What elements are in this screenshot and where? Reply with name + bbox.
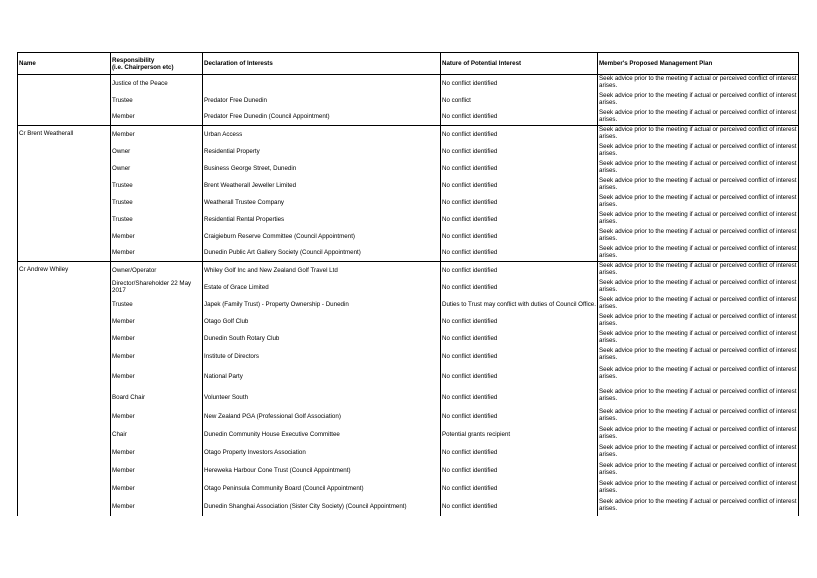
responsibility-cell: Member	[111, 109, 203, 126]
table-row	[18, 408, 799, 426]
nature-cell: No conflict identified	[441, 347, 598, 366]
member-name-cell	[18, 75, 111, 92]
responsibility-cell: Member	[111, 480, 203, 498]
declaration-cell: Institute of Directors	[203, 347, 441, 366]
table-row	[18, 160, 799, 177]
member-name-cell	[18, 245, 111, 262]
responsibility-cell: Member	[111, 228, 203, 245]
management-plan-cell: Seek advice prior to the meeting if actual or perceived conflict of interest arises.	[598, 245, 799, 262]
declaration-cell: Volunteer South	[203, 388, 441, 408]
table-row	[18, 262, 799, 279]
nature-cell: No conflict identified	[441, 313, 598, 330]
responsibility-cell: Trustee	[111, 296, 203, 313]
header-responsibility: Responsibility (i.e. Chairperson etc)	[111, 53, 203, 75]
responsibility-cell: Justice of the Peace	[111, 75, 203, 92]
responsibility-cell: Member	[111, 462, 203, 480]
management-plan-cell: Seek advice prior to the meeting if actual or perceived conflict of interest arises.	[598, 313, 799, 330]
management-plan-cell: Seek advice prior to the meeting if actual or perceived conflict of interest arises.	[598, 347, 799, 366]
declaration-cell: Japek (Family Trust) - Property Ownership - Dunedin	[203, 296, 441, 313]
declaration-cell	[203, 75, 441, 92]
member-name-cell	[18, 366, 111, 388]
member-name-cell	[18, 388, 111, 408]
management-plan-cell: Seek advice prior to the meeting if actual or perceived conflict of interest arises.	[598, 228, 799, 245]
member-name-cell	[18, 143, 111, 160]
member-name-cell: Cr Brent Weatherall	[18, 126, 111, 143]
member-name-cell	[18, 347, 111, 366]
management-plan-cell: Seek advice prior to the meeting if actual or perceived conflict of interest arises.	[598, 408, 799, 426]
nature-cell: No conflict identified	[441, 279, 598, 296]
declaration-cell: Residential Property	[203, 143, 441, 160]
member-name-cell	[18, 480, 111, 498]
responsibility-cell: Owner	[111, 160, 203, 177]
nature-cell: No conflict identified	[441, 262, 598, 279]
responsibility-cell: Member	[111, 498, 203, 516]
member-name-cell	[18, 228, 111, 245]
management-plan-cell: Seek advice prior to the meeting if actual or perceived conflict of interest arises.	[598, 296, 799, 313]
nature-cell: Duties to Trust may conflict with duties of Council Office.	[441, 296, 598, 313]
responsibility-cell: Member	[111, 245, 203, 262]
declaration-cell: Dunedin Public Art Gallery Society (Council Appointment)	[203, 245, 441, 262]
header-row	[18, 53, 799, 75]
declaration-cell: Urban Access	[203, 126, 441, 143]
management-plan-cell: Seek advice prior to the meeting if actual or perceived conflict of interest arises.	[598, 330, 799, 347]
member-name-cell	[18, 296, 111, 313]
table-row	[18, 177, 799, 194]
management-plan-cell: Seek advice prior to the meeting if actual or perceived conflict of interest arises.	[598, 177, 799, 194]
header-declaration: Declaration of Interests	[203, 53, 441, 75]
management-plan-cell: Seek advice prior to the meeting if actual or perceived conflict of interest arises.	[598, 262, 799, 279]
nature-cell: No conflict identified	[441, 366, 598, 388]
table-row	[18, 92, 799, 109]
nature-cell: No conflict identified	[441, 177, 598, 194]
table-row	[18, 211, 799, 228]
table-row	[18, 245, 799, 262]
responsibility-cell: Trustee	[111, 194, 203, 211]
management-plan-cell: Seek advice prior to the meeting if actual or perceived conflict of interest arises.	[598, 366, 799, 388]
declaration-cell: Otago Property Investors Association	[203, 444, 441, 462]
nature-cell: No conflict identified	[441, 228, 598, 245]
member-name-cell	[18, 498, 111, 516]
responsibility-cell: Member	[111, 330, 203, 347]
management-plan-cell: Seek advice prior to the meeting if actual or perceived conflict of interest arises.	[598, 444, 799, 462]
table-row	[18, 426, 799, 444]
responsibility-cell: Director/Shareholder 22 May 2017	[111, 279, 203, 296]
table-row	[18, 462, 799, 480]
nature-cell: No conflict identified	[441, 498, 598, 516]
responsibility-cell: Member	[111, 347, 203, 366]
nature-cell: No conflict identified	[441, 408, 598, 426]
management-plan-cell: Seek advice prior to the meeting if actual or perceived conflict of interest arises.	[598, 426, 799, 444]
header-management-plan: Member's Proposed Management Plan	[598, 53, 799, 75]
table-row	[18, 480, 799, 498]
member-name-cell	[18, 313, 111, 330]
table-row	[18, 498, 799, 516]
management-plan-cell: Seek advice prior to the meeting if actual or perceived conflict of interest arises.	[598, 498, 799, 516]
management-plan-cell: Seek advice prior to the meeting if actual or perceived conflict of interest arises.	[598, 126, 799, 143]
member-name-cell	[18, 279, 111, 296]
member-name-cell	[18, 177, 111, 194]
table-row	[18, 330, 799, 347]
nature-cell: No conflict identified	[441, 480, 598, 498]
member-name-cell	[18, 160, 111, 177]
header-name: Name	[18, 53, 111, 75]
table-row	[18, 313, 799, 330]
table-row	[18, 366, 799, 388]
table-row	[18, 279, 799, 296]
interests-register-table	[17, 52, 799, 516]
responsibility-cell: Trustee	[111, 92, 203, 109]
declaration-cell: Hereweka Harbour Cone Trust (Council Appointment)	[203, 462, 441, 480]
responsibility-cell: Owner/Operator	[111, 262, 203, 279]
responsibility-cell: Member	[111, 444, 203, 462]
table-row	[18, 388, 799, 408]
table-row	[18, 347, 799, 366]
declaration-cell: Predator Free Dunedin (Council Appointment)	[203, 109, 441, 126]
table-row	[18, 126, 799, 143]
nature-cell: No conflict identified	[441, 75, 598, 92]
declaration-cell: Brent Weatherall Jeweller Limited	[203, 177, 441, 194]
declaration-cell: New Zealand PGA (Professional Golf Association)	[203, 408, 441, 426]
declaration-cell: National Party	[203, 366, 441, 388]
responsibility-cell: Trustee	[111, 211, 203, 228]
declaration-cell: Otago Peninsula Community Board (Council Appointment)	[203, 480, 441, 498]
responsibility-cell: Member	[111, 313, 203, 330]
nature-cell: No conflict	[441, 92, 598, 109]
declaration-cell: Otago Golf Club	[203, 313, 441, 330]
table-row	[18, 75, 799, 92]
declaration-cell: Weatherall Trustee Company	[203, 194, 441, 211]
member-name-cell	[18, 462, 111, 480]
management-plan-cell: Seek advice prior to the meeting if actual or perceived conflict of interest arises.	[598, 92, 799, 109]
header-nature: Nature of Potential Interest	[441, 53, 598, 75]
member-name-cell	[18, 426, 111, 444]
table-row	[18, 228, 799, 245]
nature-cell: No conflict identified	[441, 444, 598, 462]
management-plan-cell: Seek advice prior to the meeting if actual or perceived conflict of interest arises.	[598, 211, 799, 228]
table-row	[18, 143, 799, 160]
declaration-cell: Business George Street, Dunedin	[203, 160, 441, 177]
nature-cell: No conflict identified	[441, 330, 598, 347]
management-plan-cell: Seek advice prior to the meeting if actual or perceived conflict of interest arises.	[598, 388, 799, 408]
member-name-cell: Cr Andrew Whiley	[18, 262, 111, 279]
nature-cell: No conflict identified	[441, 388, 598, 408]
nature-cell: No conflict identified	[441, 109, 598, 126]
declaration-cell: Whiley Golf Inc and New Zealand Golf Travel Ltd	[203, 262, 441, 279]
table-row	[18, 194, 799, 211]
declaration-cell: Dunedin Shanghai Association (Sister City Society) (Council Appointment)	[203, 498, 441, 516]
management-plan-cell: Seek advice prior to the meeting if actual or perceived conflict of interest arises.	[598, 279, 799, 296]
management-plan-cell: Seek advice prior to the meeting if actual or perceived conflict of interest arises.	[598, 480, 799, 498]
declaration-cell: Dunedin South Rotary Club	[203, 330, 441, 347]
nature-cell: Potential grants recipient	[441, 426, 598, 444]
member-name-cell	[18, 444, 111, 462]
nature-cell: No conflict identified	[441, 126, 598, 143]
management-plan-cell: Seek advice prior to the meeting if actual or perceived conflict of interest arises.	[598, 160, 799, 177]
table-row	[18, 109, 799, 126]
nature-cell: No conflict identified	[441, 143, 598, 160]
management-plan-cell: Seek advice prior to the meeting if actual or perceived conflict of interest arises.	[598, 462, 799, 480]
declaration-cell: Craigieburn Reserve Committee (Council Appointment)	[203, 228, 441, 245]
member-name-cell	[18, 211, 111, 228]
management-plan-cell: Seek advice prior to the meeting if actual or perceived conflict of interest arises.	[598, 143, 799, 160]
responsibility-cell: Member	[111, 366, 203, 388]
nature-cell: No conflict identified	[441, 462, 598, 480]
member-name-cell	[18, 92, 111, 109]
nature-cell: No conflict identified	[441, 160, 598, 177]
member-name-cell	[18, 194, 111, 211]
management-plan-cell: Seek advice prior to the meeting if actual or perceived conflict of interest arises.	[598, 75, 799, 92]
responsibility-cell: Chair	[111, 426, 203, 444]
responsibility-cell: Board Chair	[111, 388, 203, 408]
declaration-cell: Predator Free Dunedin	[203, 92, 441, 109]
responsibility-cell: Member	[111, 408, 203, 426]
responsibility-cell: Trustee	[111, 177, 203, 194]
interests-register-sheet	[17, 52, 798, 516]
nature-cell: No conflict identified	[441, 211, 598, 228]
member-name-cell	[18, 408, 111, 426]
declaration-cell: Estate of Grace Limited	[203, 279, 441, 296]
declaration-cell: Dunedin Community House Executive Committee	[203, 426, 441, 444]
member-name-cell	[18, 330, 111, 347]
management-plan-cell: Seek advice prior to the meeting if actual or perceived conflict of interest arises.	[598, 109, 799, 126]
table-row	[18, 444, 799, 462]
responsibility-cell: Member	[111, 126, 203, 143]
responsibility-cell: Owner	[111, 143, 203, 160]
nature-cell: No conflict identified	[441, 194, 598, 211]
member-name-cell	[18, 109, 111, 126]
management-plan-cell: Seek advice prior to the meeting if actual or perceived conflict of interest arises.	[598, 194, 799, 211]
nature-cell: No conflict identified	[441, 245, 598, 262]
table-row	[18, 296, 799, 313]
declaration-cell: Residential Rental Properties	[203, 211, 441, 228]
